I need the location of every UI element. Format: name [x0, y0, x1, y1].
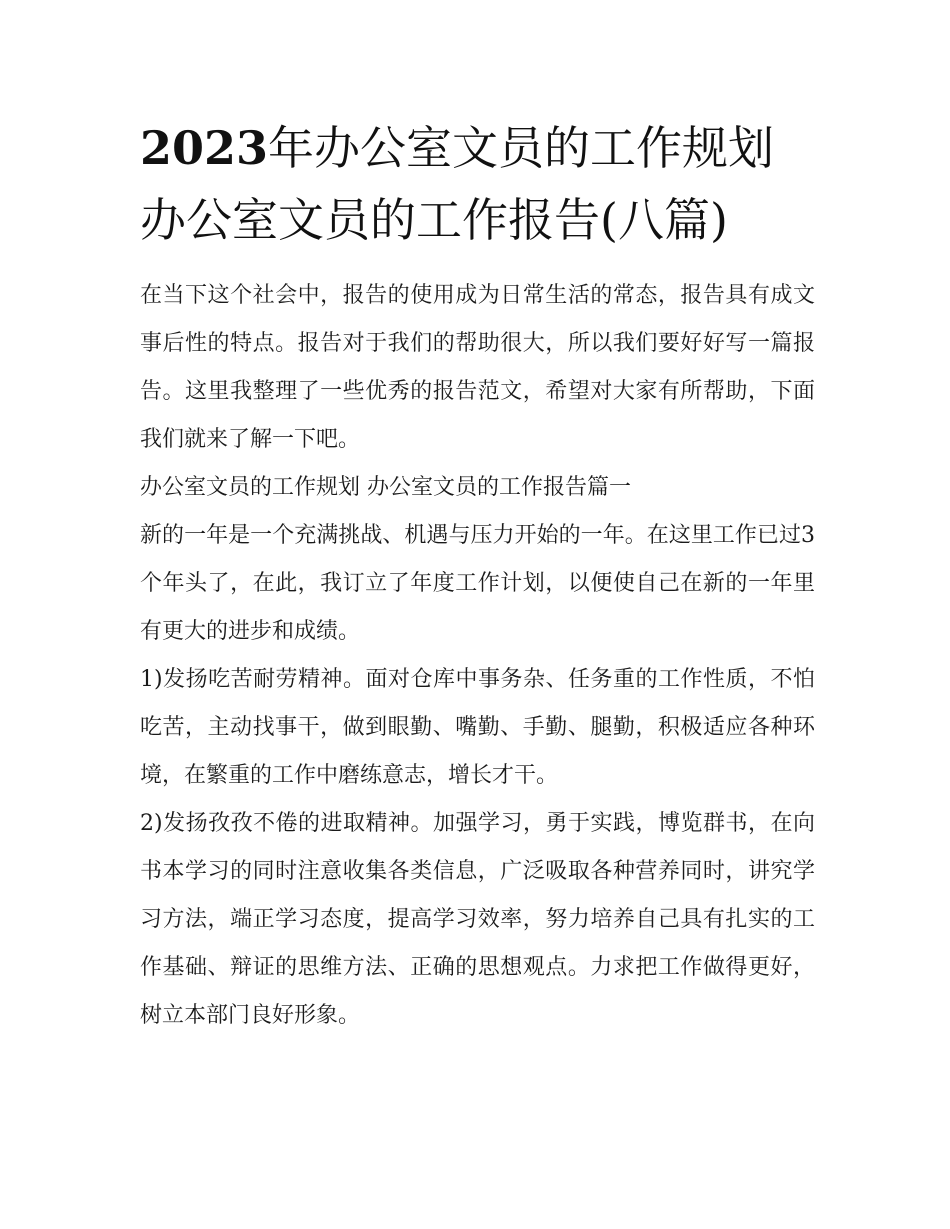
title-line-1 — [140, 112, 815, 184]
title-line-1-text: 年办公室文员的工作规划 — [268, 121, 775, 175]
body-paragraph-2: 1)发扬吃苦耐劳精神。面对仓库中事务杂、任务重的工作性质，不怕吃苦，主动找事干，做到眼勤、嘴勤、手勤、腿勤，积极适应各种环境，在繁重的工作中磨练意志，增长才干。 — [140, 667, 815, 788]
document-body — [140, 272, 815, 1040]
section-heading: 办公室文员的工作规划 办公室文员的工作报告篇一 — [140, 475, 631, 500]
document-content — [140, 112, 815, 1040]
body-paragraph-3: 2)发扬孜孜不倦的进取精神。加强学习，勇于实践，博览群书，在向书本学习的同时注意收集各类信息，广泛吸取各种营养同时，讲究学习方法，端正学习态度，提高学习效率，努力培养自己具有扎实的工作基础、辩证的思维方法、正确的思想观点。力求把工作做得更好，树立本部门良好形象。 — [140, 811, 815, 1028]
title-line-2: 办公室文员的工作报告(八篇) — [140, 193, 728, 247]
intro-paragraph: 在当下这个社会中，报告的使用成为日常生活的常态，报告具有成文事后性的特点。报告对于我们的帮助很大，所以我们要好好写一篇报告。这里我整理了一些优秀的报告范文，希望对大家有所帮助，下面我们就来了解一下吧。 — [140, 283, 815, 452]
document-title — [140, 112, 815, 256]
body-paragraph-1: 新的一年是一个充满挑战、机遇与压力开始的一年。在这里工作已过3个年头了，在此，我订立了年度工作计划，以便使自己在新的一年里有更大的进步和成绩。 — [140, 523, 815, 644]
title-year: 2023 — [140, 121, 269, 175]
